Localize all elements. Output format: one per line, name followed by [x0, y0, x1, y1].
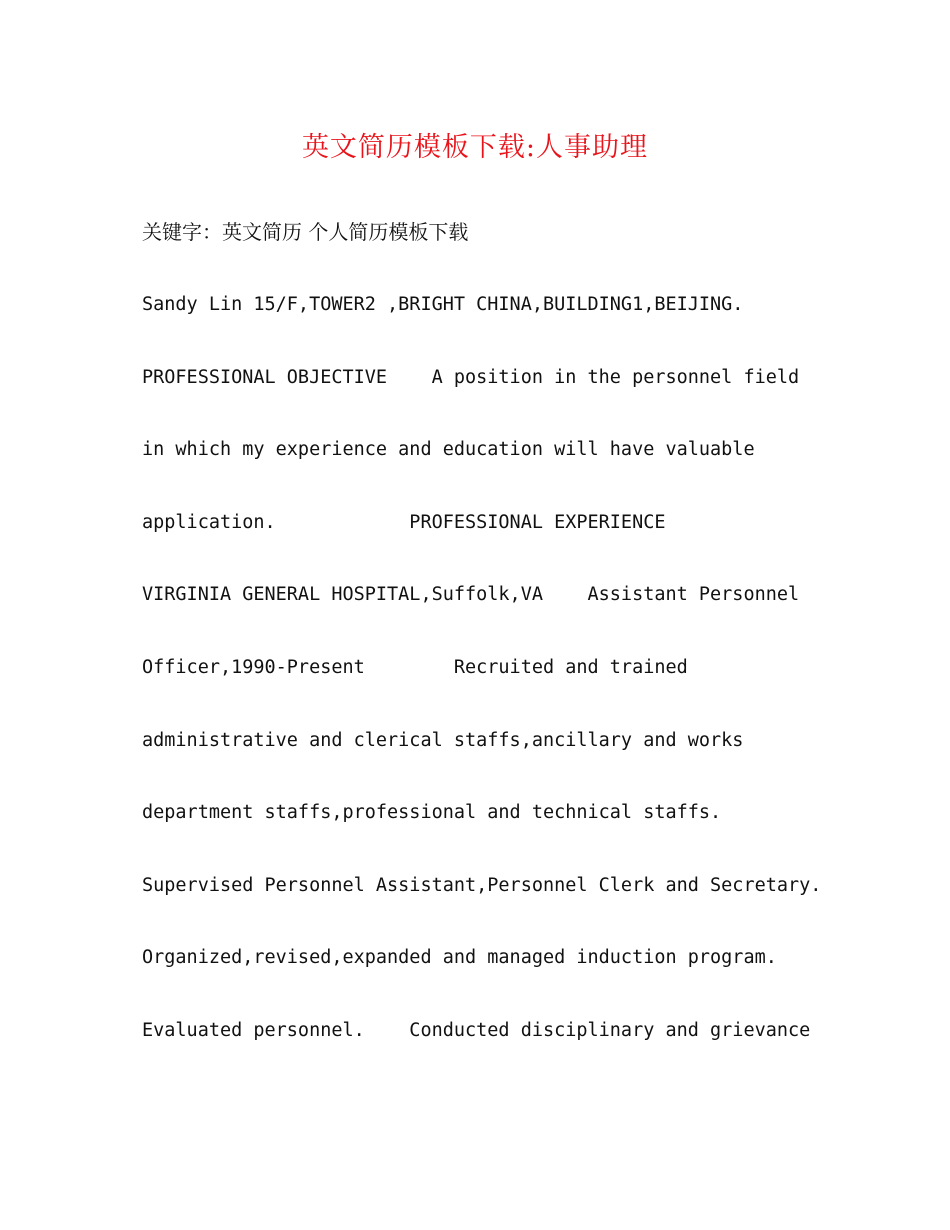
body-line: administrative and clerical staffs,ancillary and works	[142, 729, 744, 751]
body-line: VIRGINIA GENERAL HOSPITAL,Suffolk,VA Assistant Personnel	[142, 584, 800, 606]
body-line: Officer,1990-Present Recruited and trained	[142, 656, 688, 678]
body-line: application. PROFESSIONAL EXPERIENCE	[142, 511, 666, 533]
body-line: Evaluated personnel. Conducted disciplinary and grievance	[142, 1019, 811, 1041]
body-line: in which my experience and education will have valuable	[142, 439, 755, 461]
body-line: Organized,revised,expanded and managed induction program.	[142, 947, 777, 969]
resume-body	[142, 289, 842, 1088]
document-title: 英文简历模板下载:人事助理	[301, 132, 649, 163]
body-line: PROFESSIONAL OBJECTIVE A position in the personnel field	[142, 366, 800, 388]
keywords-line: 关键字：英文简历 个人简历模板下载	[142, 220, 469, 244]
body-line: Supervised Personnel Assistant,Personnel Clerk and Secretary.	[142, 874, 822, 896]
body-line: Sandy Lin 15/F,TOWER2 ,BRIGHT CHINA,BUILDING1,BEIJING.	[142, 294, 744, 315]
body-line: department staffs,professional and technical staffs.	[142, 802, 722, 824]
